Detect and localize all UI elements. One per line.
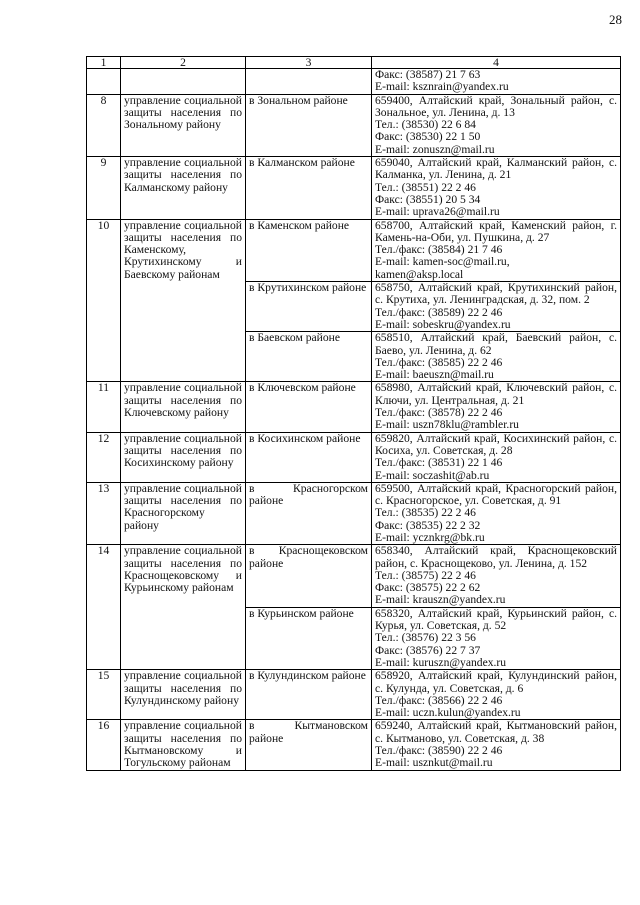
address-contacts: 658700, Алтайский край, Каменский район, г. Камень-на-Оби, ул. Пушкина, д. 27 Тел./факс: (38584) 21 7 46 E-mail: kamen-soc@mail.ru, kamen@aksp.local bbox=[372, 219, 621, 281]
table-row bbox=[87, 157, 621, 219]
table-row bbox=[87, 670, 621, 720]
row-number: 15 bbox=[87, 670, 121, 720]
table-row bbox=[87, 94, 621, 156]
header-cell: 2 bbox=[121, 57, 246, 69]
organization-name: управление социальной защиты населения по Косихинскому району bbox=[121, 432, 246, 482]
header-cell: 4 bbox=[372, 57, 621, 69]
row-number: 16 bbox=[87, 720, 121, 770]
address-contacts: Факс: (38587) 21 7 63 E-mail: ksznrain@yandex.ru bbox=[372, 69, 621, 95]
social-protection-table bbox=[86, 56, 621, 771]
address-contacts: 658980, Алтайский край, Ключевский район, с. Ключи, ул. Центральная, д. 21 Тел./факс: (38578) 22 2 46 E-mail: uszn78klu@rambler.ru bbox=[372, 382, 621, 432]
address-contacts: 658510, Алтайский край, Баевский район, с. Баево, ул. Ленина, д. 62 Тел./факс: (38585) 22 2 46 E-mail: baeuszn@mail.ru bbox=[372, 332, 621, 382]
table-row bbox=[87, 720, 621, 770]
organization-name bbox=[121, 69, 246, 95]
page-number: 28 bbox=[609, 12, 622, 27]
district-name: в Каменском районе bbox=[246, 219, 372, 281]
district-name: в Калманском районе bbox=[246, 157, 372, 219]
district-name bbox=[246, 69, 372, 95]
table-row bbox=[87, 382, 621, 432]
header-cell: 1 bbox=[87, 57, 121, 69]
row-number: 10 bbox=[87, 219, 121, 382]
address-contacts: 658750, Алтайский край, Крутихинский район, с. Крутиха, ул. Ленинградская, д. 32, пом. 2 Тел./факс: (38589) 22 2 46 E-mail: sobeskru@yandex.ru bbox=[372, 282, 621, 332]
address-contacts: 659500, Алтайский край, Красногорский район, с. Красногорское, ул. Советская, д. 91 Тел.: (38535) 22 2 46 Факс: (38535) 22 2 32 E-mail: ycznkrg@bk.ru bbox=[372, 482, 621, 544]
organization-name: управление социальной защиты населения по Ключевскому району bbox=[121, 382, 246, 432]
organization-name: управление социальной защиты населения по Краснощековскому и Курьинскому районам bbox=[121, 545, 246, 670]
district-name: в Кулундинском районе bbox=[246, 670, 372, 720]
district-name: в Краснощековском районе bbox=[246, 545, 372, 607]
table-row bbox=[87, 219, 621, 281]
row-number: 9 bbox=[87, 157, 121, 219]
row-number: 14 bbox=[87, 545, 121, 670]
organization-name: управление социальной защиты населения по Калманскому району bbox=[121, 157, 246, 219]
district-name: в Крутихинском районе bbox=[246, 282, 372, 332]
address-contacts: 658920, Алтайский край, Кулундинский район, с. Кулунда, ул. Советская, д. 6 Тел./факс: (38566) 22 2 46 E-mail: uczn.kulun@yandex.ru bbox=[372, 670, 621, 720]
organization-name: управление социальной защиты населения по Кытмановскому и Тогульскому районам bbox=[121, 720, 246, 770]
organization-name: управление социальной защиты населения по Зональному району bbox=[121, 94, 246, 156]
district-name: в Зональном районе bbox=[246, 94, 372, 156]
organization-name: управление социальной защиты населения по Красногорскому району bbox=[121, 482, 246, 544]
table-header-row bbox=[87, 57, 621, 69]
organization-name: управление социальной защиты населения по Кулундинскому району bbox=[121, 670, 246, 720]
address-contacts: 659240, Алтайский край, Кытмановский район, с. Кытманово, ул. Советская, д. 38 Тел./факс: (38590) 22 2 46 E-mail: usznkut@mail.ru bbox=[372, 720, 621, 770]
table-row bbox=[87, 482, 621, 544]
header-cell: 3 bbox=[246, 57, 372, 69]
address-contacts: 658340, Алтайский край, Краснощековский район, с. Краснощеково, ул. Ленина, д. 152 Тел.: (38575) 22 2 46 Факс: (38575) 22 2 62 E-mail: krauszn@yandex.ru bbox=[372, 545, 621, 607]
district-name: в Красногорском районе bbox=[246, 482, 372, 544]
address-contacts: 659400, Алтайский край, Зональный район, с. Зональное, ул. Ленина, д. 13 Тел.: (38530) 22 6 84 Факс: (38530) 22 1 50 E-mail: zonuszn@mail.ru bbox=[372, 94, 621, 156]
table-row bbox=[87, 69, 621, 95]
address-contacts: 659040, Алтайский край, Калманский район, с. Калманка, ул. Ленина, д. 21 Тел.: (38551) 22 2 46 Факс: (38551) 20 5 34 E-mail: uprava26@mail.ru bbox=[372, 157, 621, 219]
row-number: 13 bbox=[87, 482, 121, 544]
table-row bbox=[87, 432, 621, 482]
district-name: в Ключевском районе bbox=[246, 382, 372, 432]
district-name: в Баевском районе bbox=[246, 332, 372, 382]
row-number bbox=[87, 69, 121, 95]
row-number: 8 bbox=[87, 94, 121, 156]
district-name: в Курьинском районе bbox=[246, 607, 372, 669]
row-number: 11 bbox=[87, 382, 121, 432]
organization-name: управление социальной защиты населения по Каменскому, Крутихинскому и Баевскому районам bbox=[121, 219, 246, 382]
row-number: 12 bbox=[87, 432, 121, 482]
address-contacts: 658320, Алтайский край, Курьинский район, с. Курья, ул. Советская, д. 52 Тел.: (38576) 22 3 56 Факс: (38576) 22 7 37 E-mail: kuruszn@yandex.ru bbox=[372, 607, 621, 669]
address-contacts: 659820, Алтайский край, Косихинский район, с. Косиха, ул. Советская, д. 28 Тел./факс: (38531) 22 1 46 E-mail: soczashit@ab.ru bbox=[372, 432, 621, 482]
district-name: в Кытмановском районе bbox=[246, 720, 372, 770]
table-row bbox=[87, 545, 621, 607]
district-name: в Косихинском районе bbox=[246, 432, 372, 482]
